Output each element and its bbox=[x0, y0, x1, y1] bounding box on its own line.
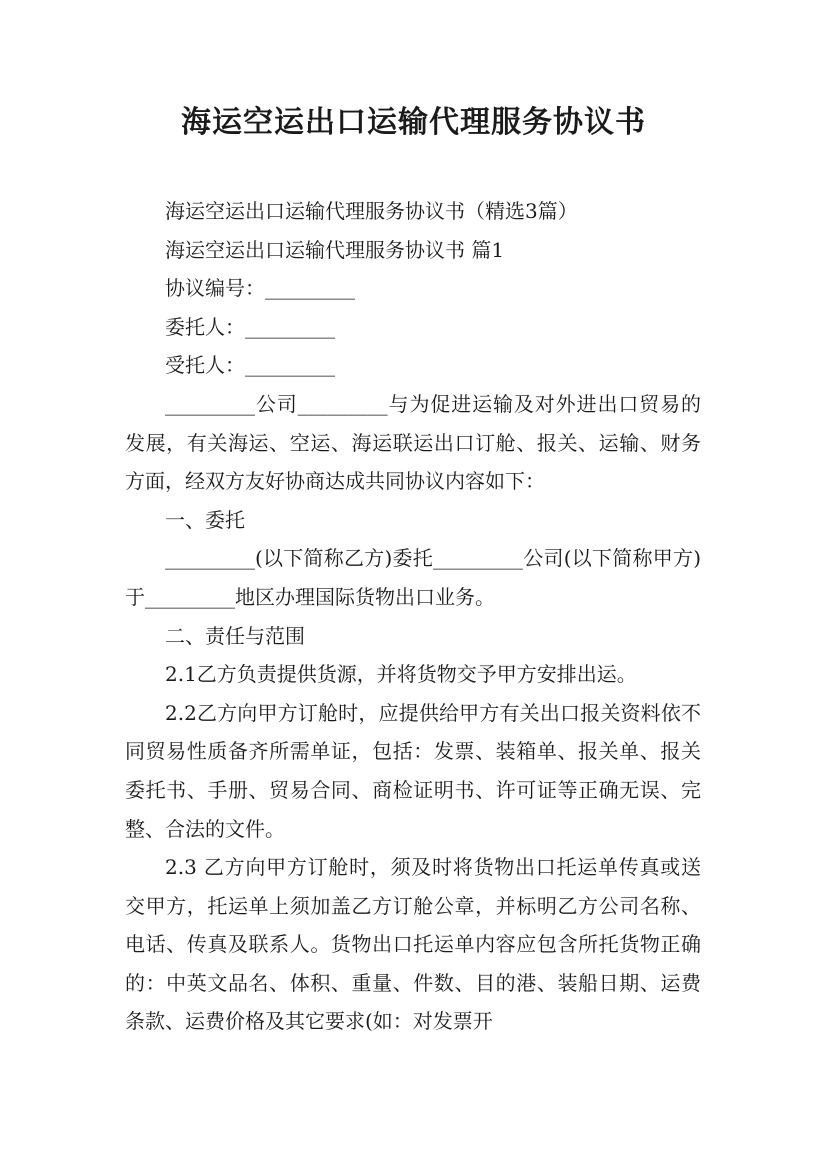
paragraph-agreement-number: 协议编号：_________ bbox=[165, 276, 355, 301]
paragraph-subtitle: 海运空运出口运输代理服务协议书（精选3篇） bbox=[165, 199, 578, 223]
document-body bbox=[125, 192, 701, 1041]
paragraph-principal: 委托人：_________ bbox=[165, 314, 335, 339]
document-title: 海运空运出口运输代理服务协议书 bbox=[181, 105, 646, 140]
paragraph-heading-responsibility: 二、责任与范围 bbox=[165, 623, 305, 648]
paragraph-entrustment: _________(以下简称乙方)委托_________公司(以下简称甲方)于_________地区办理国际货物出口业务。 bbox=[125, 546, 701, 609]
paragraph-section-heading: 海运空运出口运输代理服务协议书 篇1 bbox=[165, 237, 505, 262]
paragraph-agent: 受托人：_________ bbox=[165, 353, 335, 378]
paragraph-preamble: _________公司_________与为促进运输及对外进出口贸易的发展，有关海运、空运、海运联运出口订舱、报关、运输、财务方面，经双方友好协商达成共同协议内容如下： bbox=[125, 391, 701, 494]
paragraph-clause-2-3: 2.3 乙方向甲方订舱时，须及时将货物出口托运单传真或送交甲方，托运单上须加盖乙方订舱公章，并标明乙方公司名称、电话、传真及联系人。货物出口托运单内容应包含所托货物正确的：中英文品名、体积、重量、件数、目的港、装船日期、运费条款、运费价格及其它要求(如：对发票开 bbox=[125, 855, 701, 1034]
paragraph-clause-2-1: 2.1乙方负责提供货源，并将货物交予甲方安排出运。 bbox=[165, 662, 637, 687]
paragraph-clause-2-2: 2.2乙方向甲方订舱时，应提供给甲方有关出口报关资料依不同贸易性质备齐所需单证，包括：发票、装箱单、报关单、报关委托书、手册、贸易合同、商检证明书、许可证等正确无误、完整、合法的文件。 bbox=[125, 700, 701, 841]
paragraph-heading-entrustment: 一、委托 bbox=[165, 507, 245, 532]
